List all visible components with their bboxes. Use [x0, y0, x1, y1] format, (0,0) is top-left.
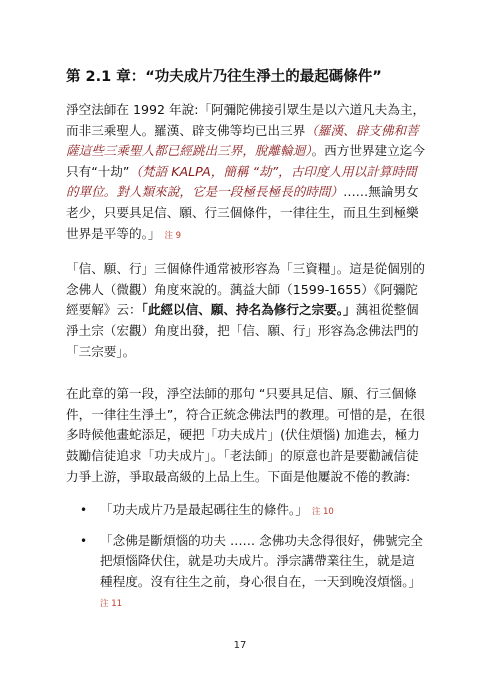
paragraph-1	[66, 100, 426, 246]
footnote-ref-11[interactable]: 注 11	[100, 599, 123, 610]
list-item	[66, 531, 426, 615]
bullet-icon: •	[80, 533, 88, 548]
p2-text-c: 蕅祖從整個淨土宗（宏觀）角度出發，把「信、願、行」形容為念佛法門的「三宗要」。	[66, 302, 419, 359]
list-item	[66, 500, 426, 523]
paragraph-3: 在此章的第一段，淨空法師的那句 “只要具足信、願、行三個條件，一律往生淨土”，符合正統念佛法門的教理。可惜的是，在很多時候他畫蛇添足，硬把「功夫成片」(伏住煩惱) 加進去，極力鼓勵信徒追求「功夫成片」。「老法師」的原意也許是要勸誡信徒力爭上游，爭取最高級的上品上生。下面是他屢說不倦的教誨:	[66, 386, 426, 484]
list-item-text: 「功夫成片乃是最起碼往生的條件。」	[100, 502, 308, 518]
quote-list	[66, 500, 426, 615]
p1-text-a: 淨空法師在 1992 年說:「阿彌陀佛接引眾生是以六道凡夫為主，而非三乘聖人。羅漢、辟支佛等均已出三界	[66, 102, 426, 138]
p2-bold-quote: 「此經以信、願、持名為修行之宗要。」	[141, 302, 356, 318]
page-number: 17	[233, 640, 247, 651]
p1-italic-d: （梵語 KALPA，簡稱 “劫”，古印度人用以計算時間的單位。對人類來說，它是一段極長極長的時間）	[66, 163, 417, 200]
list-item-text: 「念佛是斷煩惱的功夫 …… 念佛功夫念得很好，佛號完全把煩惱降伏住，就是功夫成片。淨宗講帶業往生，就是這種程度。沒有往生之前，身心很自在，一天到晚沒煩惱。」	[100, 532, 423, 589]
footnote-ref-10[interactable]: 注 10	[311, 507, 334, 518]
paragraph-2	[66, 259, 426, 362]
p1-text-c: 。西方世界建立迄今只有“十劫”	[66, 143, 425, 179]
bullet-icon: •	[80, 503, 88, 518]
p1-italic-b: （羅漢、辟支佛和菩薩這些三乘聖人都已經跳出三界，脫離輪迴）	[66, 122, 419, 159]
p1-text-e: ……無論男女老少，只要具足信、願、行三個條件，一律往生，而且生到極樂世界是平等的。」	[66, 184, 419, 241]
page-content	[66, 66, 426, 623]
p2-text-a: 「信、願、行」三個條件通常被形容為「三資糧」。這是從個別的念佛人（微觀）角度來說的。蕅益大師（1599-1655）《阿彌陀經要解》云：	[66, 261, 425, 318]
footnote-ref-9[interactable]: 注 9	[164, 230, 182, 241]
chapter-heading: 第 2.1 章：“功夫成片乃往生淨土的最起碼條件”	[66, 69, 382, 85]
